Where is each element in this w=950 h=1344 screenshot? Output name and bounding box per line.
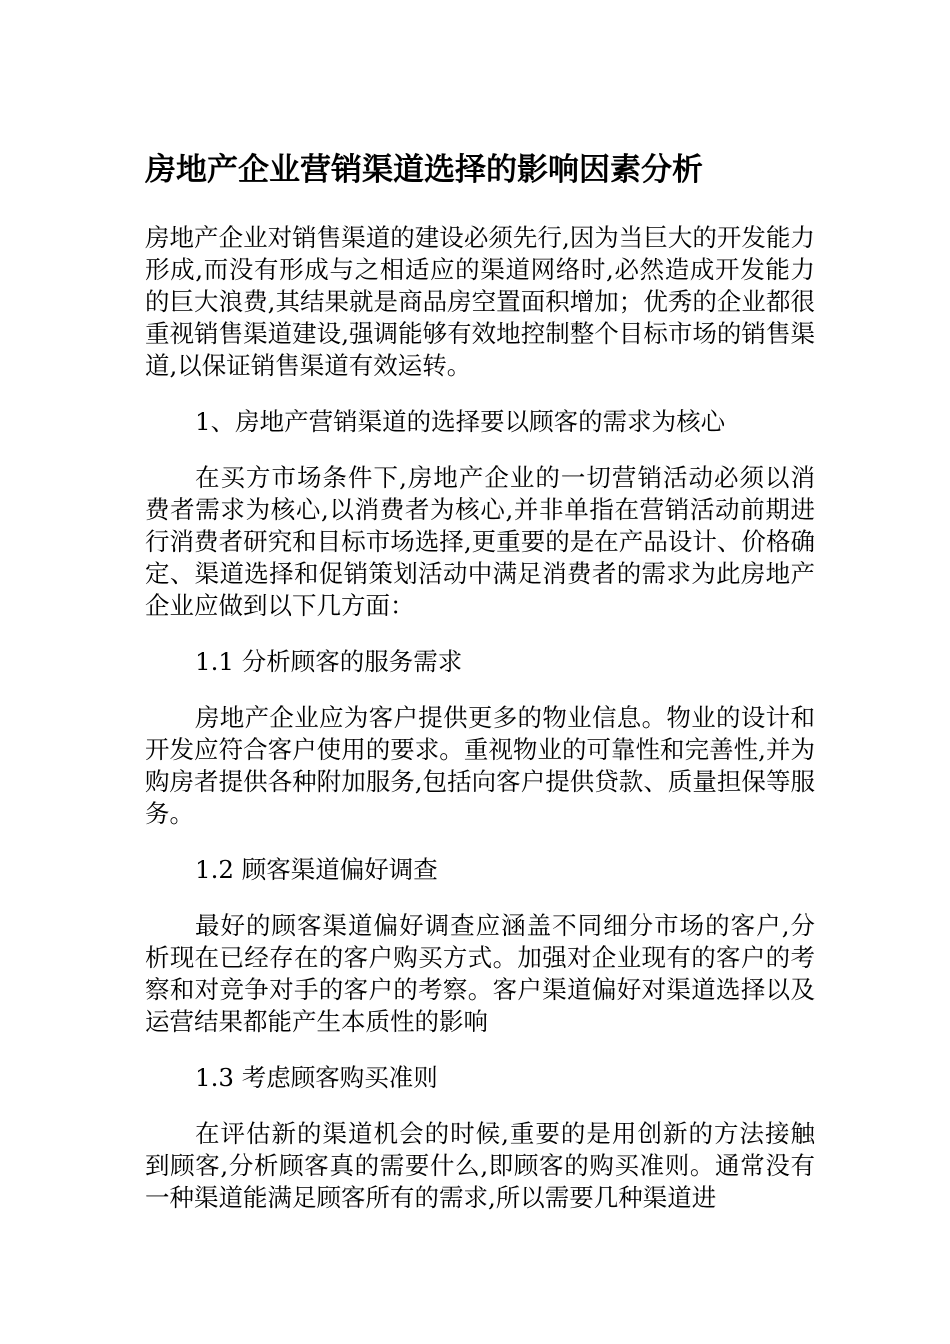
section-1-heading: 1、房地产营销渠道的选择要以顾客的需求为核心 xyxy=(195,407,726,436)
document-title: 房地产企业营销渠道选择的影响因素分析 xyxy=(145,152,703,188)
section-1-paragraph: 在买方市场条件下,房地产企业的一切营销活动必须以消费者需求为核心,以消费者为核心,并非单指在营销活动前期进行消费者研究和目标市场选择,更重要的是在产品设计、价格确定、渠道选择和促销策划活动中满足消费者的需求为此房地产企业应做到以下几方面： xyxy=(145,463,815,620)
section-1-3-heading: 1.3 考虑顾客购买准则 xyxy=(195,1063,438,1092)
section-1-3-paragraph: 在评估新的渠道机会的时候,重要的是用创新的方法接触到顾客,分析顾客真的需要什么,即顾客的购买准则。通常没有一种渠道能满足顾客所有的需求,所以需要几种渠道进 xyxy=(145,1119,815,1212)
section-1-1-heading: 1.1 分析顾客的服务需求 xyxy=(195,647,463,676)
section-1-2-heading: 1.2 顾客渠道偏好调查 xyxy=(195,855,438,884)
section-1-1-paragraph: 房地产企业应为客户提供更多的物业信息。物业的设计和开发应符合客户使用的要求。重视物业的可靠性和完善性,并为购房者提供各种附加服务,包括向客户提供贷款、质量担保等服务。 xyxy=(145,703,815,828)
document-page xyxy=(145,148,815,1214)
section-1-2-paragraph: 最好的顾客渠道偏好调查应涵盖不同细分市场的客户,分析现在已经存在的客户购买方式。加强对企业现有的客户的考察和对竞争对手的客户的考察。客户渠道偏好对渠道选择以及运营结果都能产生本质性的影响 xyxy=(145,911,815,1036)
intro-paragraph: 房地产企业对销售渠道的建设必须先行,因为当巨大的开发能力形成,而没有形成与之相适应的渠道网络时,必然造成开发能力的巨大浪费,其结果就是商品房空置面积增加；优秀的企业都很重视销售渠道建设,强调能够有效地控制整个目标市场的销售渠道,以保证销售渠道有效运转。 xyxy=(145,223,815,380)
